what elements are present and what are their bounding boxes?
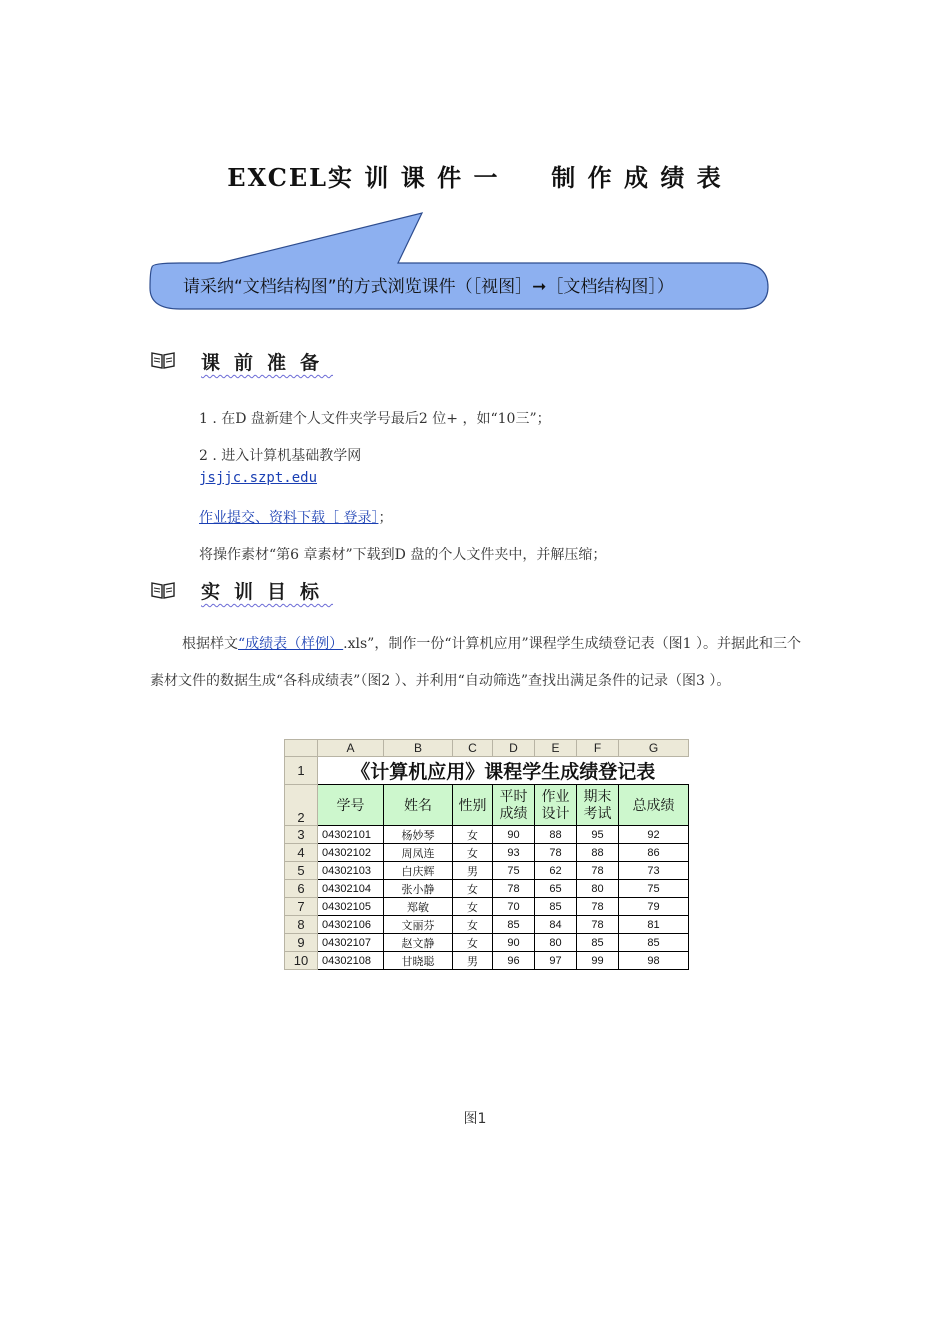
table-row bbox=[285, 844, 689, 862]
section-heading-preparation: 课前准备 bbox=[201, 352, 334, 374]
spreadsheet-figure bbox=[284, 739, 689, 970]
page-title: EXCEL实 训 课 件 一 制 作 成 绩 表 bbox=[227, 163, 723, 192]
header-cell-gender[interactable] bbox=[453, 785, 493, 826]
data-cell[interactable]: 男 bbox=[453, 952, 493, 970]
header-cell-id[interactable] bbox=[318, 785, 384, 826]
grade-table bbox=[284, 739, 689, 970]
prep-item-3-suffix: ； bbox=[378, 510, 393, 526]
data-cell[interactable]: 78 bbox=[577, 916, 619, 934]
sample-file-link[interactable]: “成绩表（样例） bbox=[238, 636, 344, 652]
prep-item-4: 将操作素材“第6 章素材”下载到D 盘的个人文件夹中，并解压缩； bbox=[199, 547, 607, 563]
data-cell[interactable]: 90 bbox=[493, 934, 535, 952]
data-cell[interactable]: 96 bbox=[493, 952, 535, 970]
data-cell[interactable]: 甘晓聪 bbox=[384, 952, 453, 970]
section-heading-objective: 实训目标 bbox=[201, 581, 334, 603]
data-cell[interactable]: 周凤连 bbox=[384, 844, 453, 862]
data-cell[interactable]: 郑敏 bbox=[384, 898, 453, 916]
header-text: 成绩 bbox=[499, 805, 528, 821]
data-rows bbox=[285, 826, 689, 970]
row-header[interactable]: 6 bbox=[285, 880, 318, 898]
data-cell[interactable]: 女 bbox=[453, 916, 493, 934]
prep-item-3 bbox=[199, 507, 392, 527]
data-cell[interactable]: 95 bbox=[577, 826, 619, 844]
callout-text: 请采纳“文档结构图”的方式浏览课件（［视图］➞［文档结构图］） bbox=[183, 277, 674, 297]
data-cell[interactable]: 78 bbox=[577, 898, 619, 916]
figure-caption: 图1 bbox=[463, 1111, 487, 1127]
header-text: 平时 bbox=[499, 788, 528, 804]
column-header-row bbox=[285, 740, 689, 757]
table-row bbox=[285, 916, 689, 934]
header-text: 总成绩 bbox=[632, 796, 675, 813]
data-cell[interactable]: 85 bbox=[535, 898, 577, 916]
table-row bbox=[285, 880, 689, 898]
header-text: 考试 bbox=[583, 805, 612, 821]
data-cell[interactable]: 78 bbox=[577, 862, 619, 880]
data-cell[interactable]: 93 bbox=[493, 844, 535, 862]
data-cell[interactable]: 65 bbox=[535, 880, 577, 898]
header-text: 期末 bbox=[583, 788, 612, 804]
table-row bbox=[285, 826, 689, 844]
data-cell[interactable]: 女 bbox=[453, 844, 493, 862]
header-cell-final[interactable] bbox=[577, 785, 619, 826]
data-cell[interactable]: 80 bbox=[535, 934, 577, 952]
data-cell[interactable]: 88 bbox=[535, 826, 577, 844]
data-cell[interactable]: 赵文静 bbox=[384, 934, 453, 952]
row-header[interactable]: 7 bbox=[285, 898, 318, 916]
objective-paragraph bbox=[150, 626, 805, 700]
data-cell[interactable]: 98 bbox=[619, 952, 689, 970]
homework-login-link[interactable]: 作业提交、资料下载［ 登录］ bbox=[199, 510, 379, 526]
data-cell[interactable]: 女 bbox=[453, 826, 493, 844]
data-cell[interactable]: 80 bbox=[577, 880, 619, 898]
data-cell[interactable]: 97 bbox=[535, 952, 577, 970]
data-cell[interactable]: 78 bbox=[493, 880, 535, 898]
data-cell[interactable]: 04302106 bbox=[318, 916, 384, 934]
data-cell[interactable]: 88 bbox=[577, 844, 619, 862]
data-cell[interactable]: 04302108 bbox=[318, 952, 384, 970]
column-header[interactable]: E bbox=[535, 740, 577, 757]
prep-item-1: 1 . 在D 盘新建个人文件夹学号最后2 位+ ，如“10三”； bbox=[199, 411, 551, 427]
data-cell[interactable]: 女 bbox=[453, 934, 493, 952]
data-cell[interactable]: 04302101 bbox=[318, 826, 384, 844]
data-cell[interactable]: 75 bbox=[493, 862, 535, 880]
data-cell[interactable]: 78 bbox=[535, 844, 577, 862]
row-header[interactable]: 2 bbox=[285, 785, 318, 826]
header-cell-homework[interactable] bbox=[535, 785, 577, 826]
row-header[interactable]: 3 bbox=[285, 826, 318, 844]
header-text: 作业 bbox=[541, 788, 570, 804]
data-cell[interactable]: 04302102 bbox=[318, 844, 384, 862]
corner-cell[interactable] bbox=[285, 740, 318, 757]
header-cell-name[interactable] bbox=[384, 785, 453, 826]
row-header[interactable]: 5 bbox=[285, 862, 318, 880]
header-text: 姓名 bbox=[404, 796, 432, 813]
data-cell[interactable]: 81 bbox=[619, 916, 689, 934]
open-book-icon bbox=[150, 579, 176, 601]
header-text: 性别 bbox=[458, 796, 487, 813]
row-header[interactable]: 10 bbox=[285, 952, 318, 970]
data-cell[interactable]: 85 bbox=[493, 916, 535, 934]
data-cell[interactable]: 04302107 bbox=[318, 934, 384, 952]
header-row bbox=[285, 785, 689, 826]
column-header[interactable]: G bbox=[619, 740, 689, 757]
data-cell[interactable]: 90 bbox=[493, 826, 535, 844]
data-cell[interactable]: 04302105 bbox=[318, 898, 384, 916]
header-cell-total[interactable] bbox=[619, 785, 689, 826]
table-row bbox=[285, 862, 689, 880]
data-cell[interactable]: 62 bbox=[535, 862, 577, 880]
column-header[interactable]: F bbox=[577, 740, 619, 757]
data-cell[interactable]: 84 bbox=[535, 916, 577, 934]
teaching-site-link[interactable]: jsjjc.szpt.edu bbox=[199, 470, 318, 486]
data-cell[interactable]: 75 bbox=[619, 880, 689, 898]
row-header[interactable]: 4 bbox=[285, 844, 318, 862]
header-cell-regular[interactable] bbox=[493, 785, 535, 826]
row-header[interactable]: 8 bbox=[285, 916, 318, 934]
data-cell[interactable]: 杨妙琴 bbox=[384, 826, 453, 844]
column-header[interactable]: C bbox=[453, 740, 493, 757]
data-cell[interactable]: 男 bbox=[453, 862, 493, 880]
objective-rest: .xls”，制作一份“计算机应用”课程学生成绩登记表（图1 ）。并据此和三个素材文件的数据生成“各科成绩表”（图2 ）、并利用“自动筛选”查找出满足条件的记录（图3 ）。 bbox=[150, 636, 802, 689]
data-cell[interactable]: 04302104 bbox=[318, 880, 384, 898]
row-header[interactable]: 1 bbox=[285, 757, 318, 785]
data-cell[interactable]: 79 bbox=[619, 898, 689, 916]
data-cell[interactable]: 99 bbox=[577, 952, 619, 970]
data-cell[interactable]: 女 bbox=[453, 898, 493, 916]
header-text: 设计 bbox=[541, 805, 570, 821]
data-cell[interactable]: 85 bbox=[619, 934, 689, 952]
row-header[interactable]: 9 bbox=[285, 934, 318, 952]
data-cell[interactable]: 73 bbox=[619, 862, 689, 880]
header-text: 学号 bbox=[336, 796, 365, 813]
data-cell[interactable]: 85 bbox=[577, 934, 619, 952]
prep-item-2: 2 . 进入计算机基础教学网 bbox=[199, 448, 362, 464]
table-row bbox=[285, 934, 689, 952]
table-row bbox=[285, 898, 689, 916]
sheet-title-cell[interactable]: 《计算机应用》课程学生成绩登记表 bbox=[318, 757, 689, 785]
title-row bbox=[285, 757, 689, 785]
data-cell[interactable]: 86 bbox=[619, 844, 689, 862]
table-row bbox=[285, 952, 689, 970]
open-book-icon bbox=[150, 349, 176, 371]
data-cell[interactable]: 女 bbox=[453, 880, 493, 898]
column-header[interactable]: B bbox=[384, 740, 453, 757]
objective-prefix: 根据样文 bbox=[182, 636, 238, 652]
data-cell[interactable]: 04302103 bbox=[318, 862, 384, 880]
data-cell[interactable]: 白庆辉 bbox=[384, 862, 453, 880]
data-cell[interactable]: 92 bbox=[619, 826, 689, 844]
data-cell[interactable]: 张小静 bbox=[384, 880, 453, 898]
column-header[interactable]: A bbox=[318, 740, 384, 757]
column-header[interactable]: D bbox=[493, 740, 535, 757]
data-cell[interactable]: 70 bbox=[493, 898, 535, 916]
data-cell[interactable]: 文丽芬 bbox=[384, 916, 453, 934]
